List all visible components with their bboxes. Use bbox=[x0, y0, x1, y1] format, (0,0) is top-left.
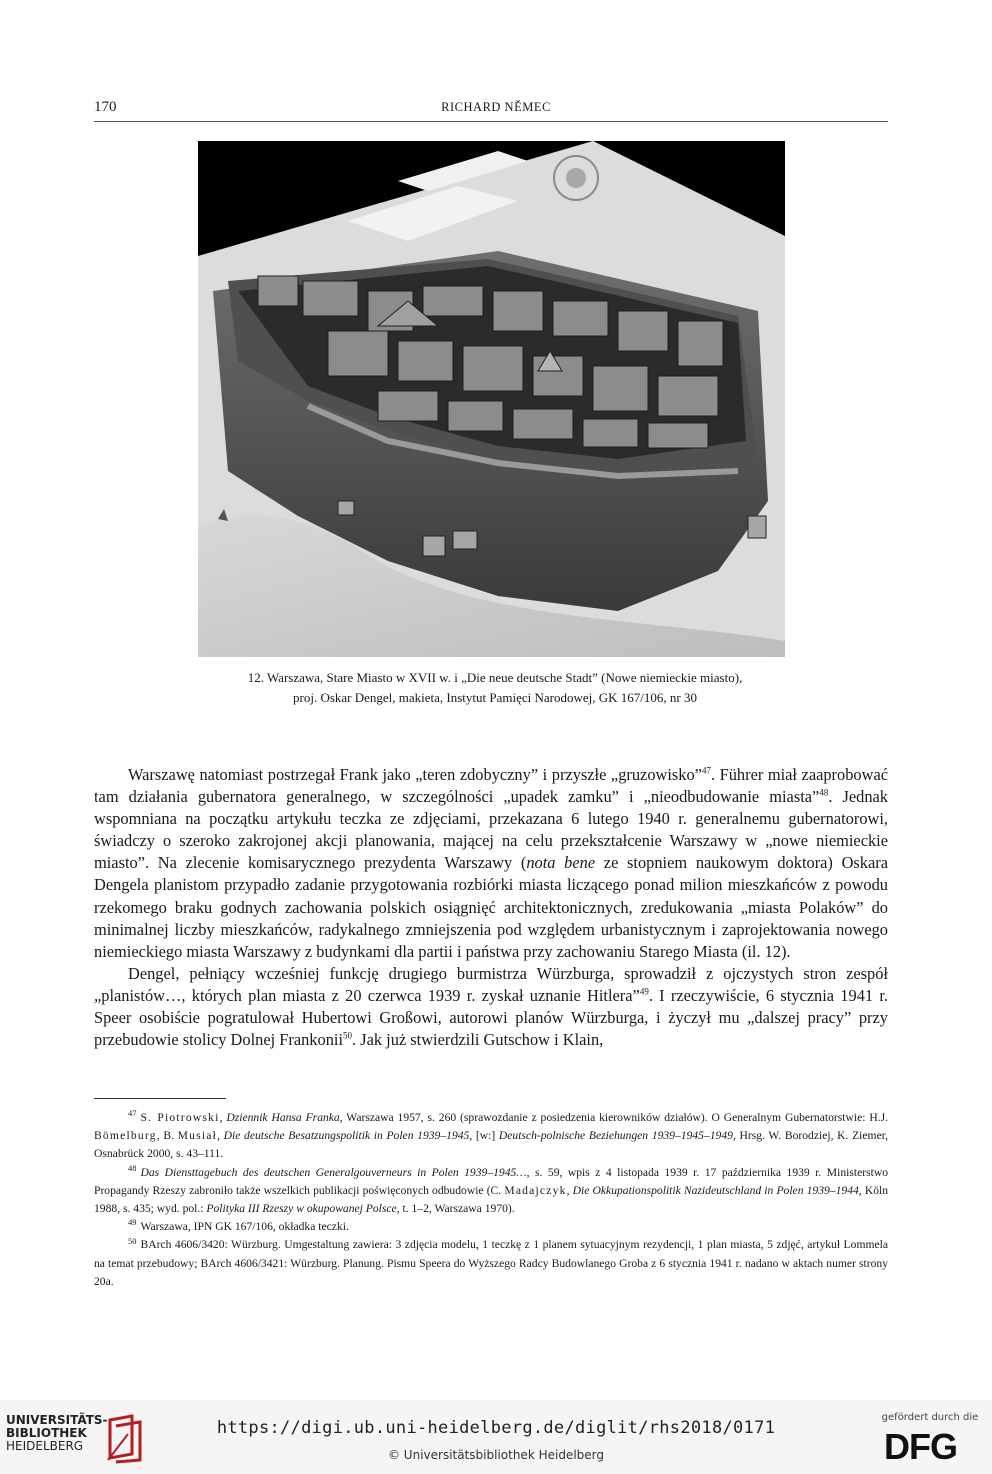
text-run: , t. 1–2, Warszawa 1970). bbox=[396, 1202, 515, 1216]
text-run: . Führer miał zaaprobować tam działania gubernatora generalnego, w szczególności „upadek zamku” i „nieodbudowanie miasta” bbox=[94, 765, 888, 807]
text-run: , [w:] bbox=[469, 1129, 499, 1143]
book-title: Deutsch-polnische Beziehungen 1939–1945–1949 bbox=[498, 1129, 733, 1143]
text-run: ze stopniem naukowym doktora) Oskara Dengela planistom przypadło zadanie przygotowania rozbiórki miasta liczącego ponad milion mieszkańców z powodu rzekomego braku godnych zachowania polskich osiągnięć architektonicznych, zredukowania „miasta Polaków” do minimalnej liczby mieszkańców, radykalnego zmniejszenia pod względem urbanistycznym i zaprojektowania nowego niemieckiego miasta Warszawy z budynkami dla partii i państwa przy zachowaniu Starego Miasta (il. 12). bbox=[94, 853, 888, 961]
author-name: Bömelburg bbox=[94, 1129, 157, 1143]
city-model-illustration bbox=[198, 141, 785, 657]
permalink-url[interactable]: https://digi.ub.uni-heidelberg.de/diglit/rhs2018/0171 bbox=[216, 1418, 776, 1438]
figure-caption bbox=[150, 668, 840, 708]
library-name-line: UNIVERSITÄTS- bbox=[6, 1413, 108, 1427]
text-run: , Warszawa 1957, s. 260 (sprawozdanie z posiedzenia kierowników działów). O Generalnym Gubernatorstwie: H.J. bbox=[339, 1111, 888, 1124]
text-run: , bbox=[217, 1129, 224, 1143]
paragraph-1 bbox=[94, 764, 888, 963]
text-run: , B. bbox=[156, 1129, 178, 1143]
funded-by-label: gefördert durch die bbox=[881, 1412, 979, 1423]
footnote-number: 50 bbox=[128, 1235, 137, 1246]
text-run: . I rzeczywiście, 6 stycznia 1941 r. Speer osobiście pogratulował Hubertowi Großowi, autorowi planów Würzburga, i życzył mu „dalszej pracy” przy przebudowie stolicy Dolnej Frankonii bbox=[94, 985, 888, 1050]
book-title: Die Okkupationspolitik Nazideutschland in Polen 1939–1944 bbox=[572, 1183, 859, 1197]
author-name: Madajczyk bbox=[504, 1183, 567, 1197]
viewer-footer bbox=[0, 1400, 992, 1474]
text-run: , Köln 1988, s. 435; wyd. pol.: bbox=[94, 1183, 889, 1216]
footnote-rule bbox=[94, 1098, 226, 1099]
text-run: , Hrsg. W. Borodziej, K. Ziemer, Osnabrück 2000, s. 43–111. bbox=[94, 1129, 889, 1161]
library-name-line: BIBLIOTHEK bbox=[6, 1426, 87, 1440]
author-name: Musiał bbox=[177, 1129, 218, 1143]
footnote-47 bbox=[94, 1109, 888, 1164]
book-title: Polityka III Rzeszy w okupowanej Polsce bbox=[206, 1202, 397, 1216]
footnote-ref-50[interactable]: 50 bbox=[343, 1030, 352, 1041]
footnote-49 bbox=[94, 1218, 888, 1236]
footnote-number: 49 bbox=[128, 1217, 137, 1228]
library-name-line: HEIDELBERG bbox=[6, 1439, 84, 1453]
text-run: BArch 4606/3420: Würzburg. Umgestaltung zawiera: 3 zdjęcia modelu, 1 teczkę z 1 planem sytuacyjnym rezydencji, 1 plan miasta, 5 zdjęć, artykuł Lommela na temat przebudowy; BArch 4606/3421: Würzburg. Planung. Pismu Speera do Wyższego Radcy Budowlanego Groba z 6 stycznia 1941 r. nadano w aktach numer strony 20a. bbox=[94, 1238, 888, 1288]
copyright-notice: © Universitätsbibliothek Heidelberg bbox=[387, 1448, 604, 1462]
text-run: . Jak już stwierdzili Gutschow i Klain, bbox=[352, 1030, 604, 1050]
footnote-ref-47[interactable]: 47 bbox=[701, 765, 711, 776]
caption-line-1: 12. Warszawa, Stare Miasto w XVII w. i „Die neue deutsche Stadt” (Nowe niemieckie miasto), bbox=[247, 670, 743, 685]
text-run: , bbox=[566, 1183, 573, 1197]
footnote-50 bbox=[94, 1236, 888, 1291]
running-head: RICHARD NĚMEC bbox=[441, 100, 551, 114]
footnote-48 bbox=[94, 1164, 888, 1219]
caption-line-2: proj. Oskar Dengel, makieta, Instytut Pamięci Narodowej, GK 167/106, nr 30 bbox=[293, 690, 697, 705]
figure-photo bbox=[198, 141, 785, 657]
footnotes bbox=[94, 1109, 888, 1291]
footnote-number: 47 bbox=[128, 1108, 137, 1119]
text-run: Warszawę natomiast postrzegał Frank jako „teren zdobyczny” i przyszłe „gruzowisko” bbox=[128, 765, 702, 784]
text-run: Warszawa, IPN GK 167/106, okładka teczki. bbox=[140, 1220, 349, 1234]
text-run: , bbox=[219, 1111, 227, 1124]
paragraph-2 bbox=[94, 963, 888, 1051]
dfg-funding-logo[interactable] bbox=[880, 1408, 980, 1468]
italic-run: nota bene bbox=[526, 853, 596, 873]
body-text bbox=[94, 764, 888, 1051]
text-run: , s. 59, wpis z 4 listopada 1939 r. 17 października 1939 r. Ministerstwo Propagandy Rzeszy zabroniło także wszelkich publikacji poświęconych odbudowie (C. bbox=[94, 1165, 888, 1197]
footnote-ref-48[interactable]: 48 bbox=[819, 787, 829, 798]
book-title: Das Diensttagebuch des deutschen Generalgouverneurs in Polen 1939–1945… bbox=[140, 1165, 527, 1179]
text-run: . Jednak wspomniana na początku artykułu teczka ze zdjęciami, przekazana 6 lutego 1940 r. generalnemu gubernatorowi, świadczy o szeroko zakrojonej akcji planowania, mającej na celu przekształcenie Warszawy w „nowe niemieckie miasto”. Na zlecenie komisarycznego prezydenta Warszawy ( bbox=[94, 787, 888, 873]
header-rule bbox=[94, 121, 888, 122]
text-run: Dengel, pełniący wcześniej funkcję drugiego burmistrza Würzburga, sprowadził z ojczystych stron zespół „planistów…, których plan miasta z 20 czerwca 1939 r. zyskał uznanie Hitlera” bbox=[94, 963, 888, 1005]
footnote-ref-49[interactable]: 49 bbox=[639, 986, 649, 997]
footnote-number: 48 bbox=[128, 1162, 137, 1173]
page-number: 170 bbox=[94, 99, 117, 115]
dfg-wordmark: DFG bbox=[884, 1426, 957, 1467]
author-name: S. Piotrowski bbox=[140, 1111, 220, 1124]
book-title: Dziennik Hansa Franka bbox=[226, 1111, 340, 1124]
book-title: Die deutsche Besatzungspolitik in Polen 1939–1945 bbox=[223, 1129, 470, 1143]
